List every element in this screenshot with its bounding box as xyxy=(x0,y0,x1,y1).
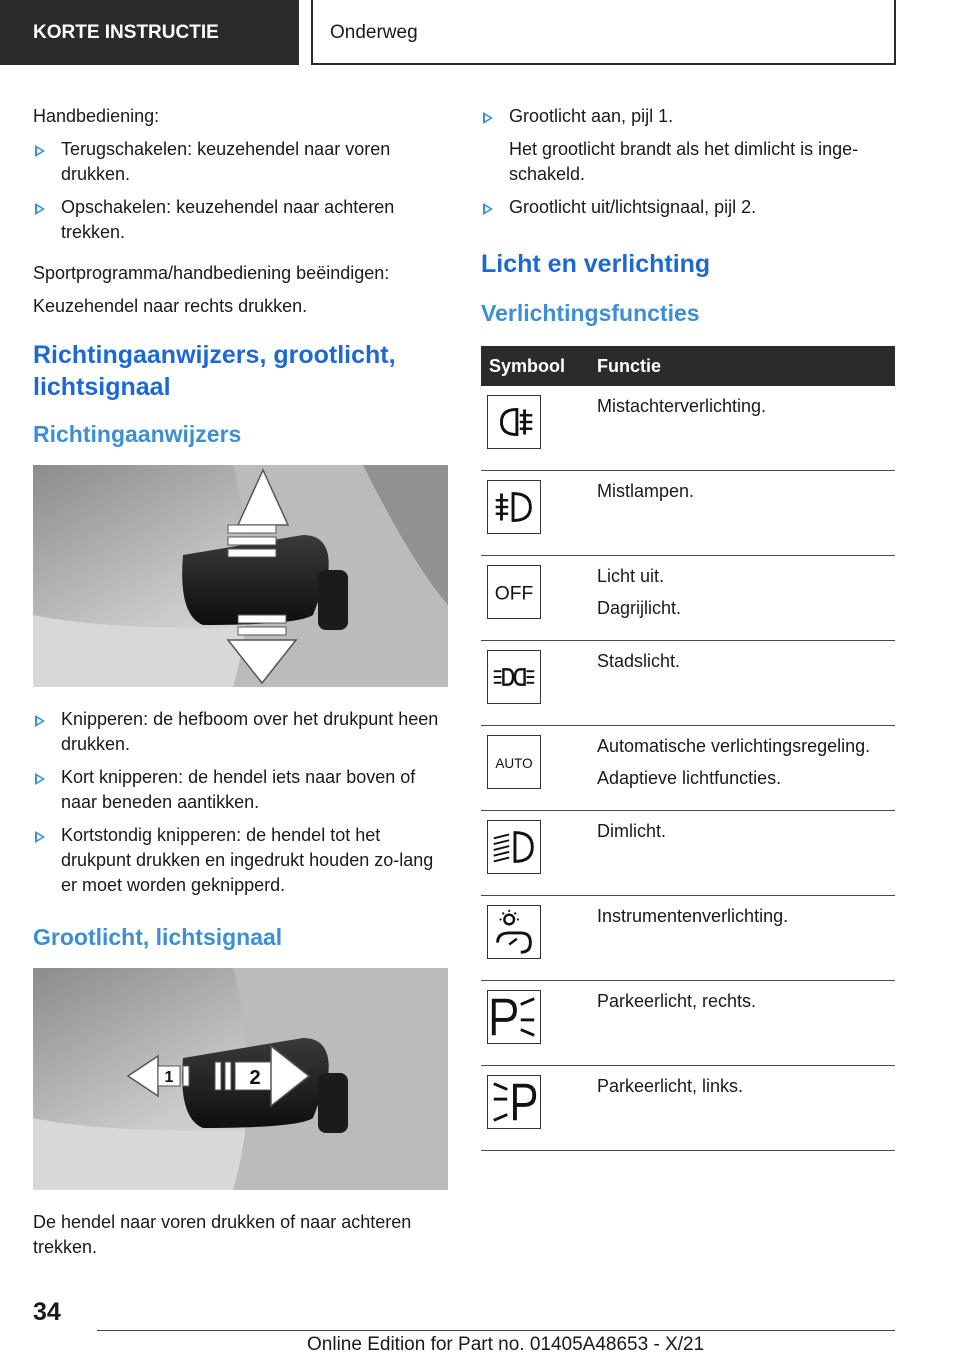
header-chapter-tab: Onderweg xyxy=(311,0,896,65)
table-row xyxy=(481,386,895,471)
triangle-bullet-icon xyxy=(35,203,45,215)
footer-divider xyxy=(97,1330,895,1331)
function-text: Automatische verlichtingsregeling. xyxy=(597,736,871,756)
list-item xyxy=(33,137,448,187)
list-item-subtext: Het grootlicht brandt als het dimlicht is inge-schakeld. xyxy=(509,139,859,184)
symbol-cell xyxy=(481,1066,597,1151)
off-icon xyxy=(487,565,541,619)
function-text: Dimlicht. xyxy=(597,821,667,841)
table-row xyxy=(481,471,895,556)
svg-text:OFF: OFF xyxy=(494,583,534,605)
symbol-cell xyxy=(481,981,597,1066)
symbol-cell xyxy=(481,896,597,981)
function-cell xyxy=(597,811,895,896)
instrument-lighting-icon xyxy=(487,905,541,959)
symbol-cell xyxy=(481,726,597,811)
triangle-bullet-icon xyxy=(35,145,45,157)
right-column xyxy=(481,104,895,1151)
table-row xyxy=(481,811,895,896)
auto-icon xyxy=(487,735,541,789)
triangle-bullet-icon xyxy=(483,203,493,215)
manual-label: Handbediening: xyxy=(33,106,160,126)
triangle-bullet-icon xyxy=(35,831,45,843)
function-text: Parkeerlicht, links. xyxy=(597,1076,744,1096)
list-item xyxy=(481,195,895,220)
function-cell xyxy=(597,1066,895,1151)
rear-fog-light-icon xyxy=(487,395,541,449)
symbol-cell xyxy=(481,641,597,726)
list-item-text: Knipperen: de hefboom over het drukpunt heen drukken. xyxy=(61,709,439,754)
table-row xyxy=(481,641,895,726)
high-beam-description: De hendel naar voren drukken of naar achteren trekken. xyxy=(33,1212,412,1257)
arrow-1-label: 1 xyxy=(164,1069,174,1086)
triangle-bullet-icon xyxy=(483,112,493,124)
section-title-lighting: Licht en verlichting xyxy=(481,250,711,278)
left-column xyxy=(33,104,448,1276)
function-cell xyxy=(597,981,895,1066)
function-text: Mistachterverlichting. xyxy=(597,396,767,416)
function-cell xyxy=(597,726,895,811)
function-text: Stadslicht. xyxy=(597,651,681,671)
header-section-tab: KORTE INSTRUCTIE xyxy=(0,0,299,65)
table-row xyxy=(481,981,895,1066)
table-row xyxy=(481,556,895,641)
manual-list xyxy=(33,137,448,245)
column-header-symbol: Symbool xyxy=(481,346,597,386)
symbol-cell xyxy=(481,386,597,471)
function-cell xyxy=(597,641,895,726)
list-item-text: Terugschakelen: keuzehendel naar voren drukken. xyxy=(61,139,391,184)
function-text: Instrumentenverlichting. xyxy=(597,906,789,926)
list-item-text: Grootlicht aan, pijl 1. xyxy=(509,106,674,126)
parking-lights-icon xyxy=(487,650,541,704)
parking-light-left-icon xyxy=(487,1075,541,1129)
list-item xyxy=(33,765,448,815)
svg-text:AUTO: AUTO xyxy=(495,755,533,771)
function-text: Dagrijlicht. xyxy=(597,598,682,618)
symbol-cell xyxy=(481,471,597,556)
list-item-text: Grootlicht uit/lichtsignaal, pijl 2. xyxy=(509,197,757,217)
high-beam-lever-photo xyxy=(33,968,448,1190)
symbol-cell xyxy=(481,811,597,896)
list-item-text: Kort knipperen: de hendel iets naar boven of naar beneden aantikken. xyxy=(61,767,416,812)
function-text: Mistlampen. xyxy=(597,481,695,501)
function-text: Adaptieve lichtfuncties. xyxy=(597,768,782,788)
front-fog-light-icon xyxy=(487,480,541,534)
high-beam-list xyxy=(481,104,895,220)
symbol-cell xyxy=(481,556,597,641)
triangle-bullet-icon xyxy=(35,715,45,727)
lighting-symbols-table xyxy=(481,346,895,1151)
list-item xyxy=(33,823,448,898)
subsection-title-lighting-functions: Verlichtingsfuncties xyxy=(481,300,700,326)
sport-end-action: Keuzehendel naar rechts drukken. xyxy=(33,296,308,316)
list-item-text: Opschakelen: keuzehendel naar achteren trekken. xyxy=(61,197,395,242)
function-cell xyxy=(597,556,895,641)
column-header-function: Functie xyxy=(597,346,895,386)
section-title-turn-signals: Richtingaanwijzers, grootlicht, lichtsignaal xyxy=(33,341,396,401)
table-header-row xyxy=(481,346,895,386)
page-number: 34 xyxy=(33,1298,61,1326)
subsection-title-high-beam: Grootlicht, lichtsignaal xyxy=(33,924,283,950)
turn-signal-lever-photo xyxy=(33,465,448,687)
parking-light-right-icon xyxy=(487,990,541,1044)
function-text: Licht uit. xyxy=(597,566,665,586)
list-item-text: Kortstondig knipperen: de hendel tot het drukpunt drukken en ingedrukt houden zo-lang er moet worden geknipperd. xyxy=(61,825,434,895)
function-cell xyxy=(597,471,895,556)
list-item xyxy=(481,104,895,187)
function-text: Parkeerlicht, rechts. xyxy=(597,991,757,1011)
low-beam-icon xyxy=(487,820,541,874)
footer-edition: Online Edition for Part no. 01405A48653 - X/21 xyxy=(307,1334,705,1355)
arrow-2-label: 2 xyxy=(249,1067,261,1089)
table-row xyxy=(481,1066,895,1151)
list-item xyxy=(33,707,448,757)
table-row xyxy=(481,896,895,981)
triangle-bullet-icon xyxy=(35,773,45,785)
table-row xyxy=(481,726,895,811)
list-item xyxy=(33,195,448,245)
function-cell xyxy=(597,896,895,981)
subsection-title-turn-signals: Richtingaanwijzers xyxy=(33,421,242,447)
turn-signal-list xyxy=(33,707,448,898)
sport-end-label: Sportprogramma/handbediening beëindigen: xyxy=(33,263,390,283)
function-cell xyxy=(597,386,895,471)
